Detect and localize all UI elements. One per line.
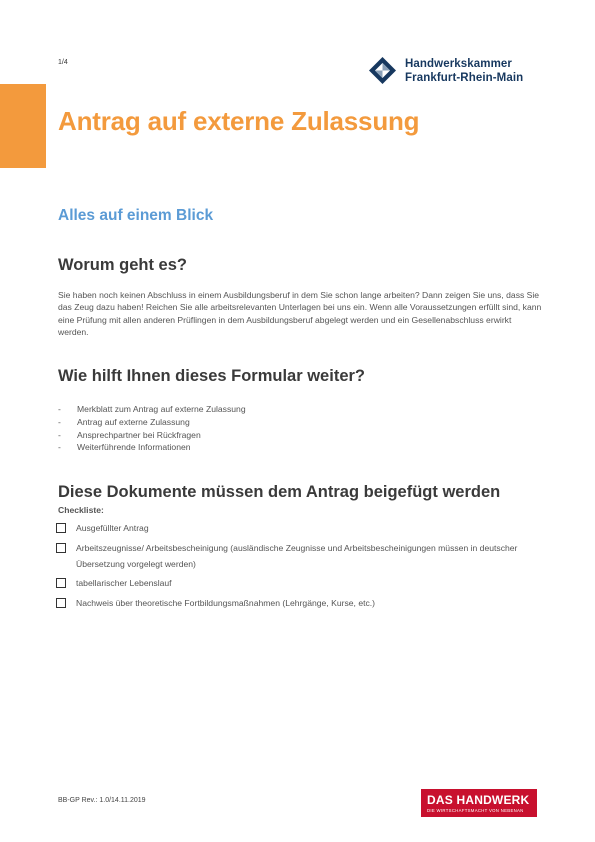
help-list-item-text: Ansprechpartner bei Rückfragen <box>77 429 201 440</box>
orange-accent-bar <box>0 84 46 168</box>
checkbox[interactable] <box>56 543 66 553</box>
checklist-item-text: Nachweis über theoretische Fortbildungsmaßnahmen (Lehrgänge, Kurse, etc.) <box>76 597 376 608</box>
hwk-logo-icon <box>369 57 396 84</box>
hwk-logo-text <box>405 57 523 85</box>
logo-line-2: Frankfurt-Rhein-Main <box>405 72 524 84</box>
checklist-item <box>56 575 546 591</box>
help-list-item <box>58 416 246 429</box>
help-list-item-text: Merkblatt zum Antrag auf externe Zulassung <box>77 404 246 414</box>
page-number: 1/4 <box>58 59 68 66</box>
help-list-item-text: Weiterführende Informationen <box>77 442 191 453</box>
checklist-item <box>56 540 546 572</box>
das-handwerk-logo-text: DAS HANDWERK <box>427 793 530 807</box>
checklist-label: Checkliste: <box>58 505 104 515</box>
checkbox[interactable] <box>56 598 66 608</box>
help-list-item <box>58 441 246 454</box>
bullet-dash: - <box>58 404 61 414</box>
section-what-paragraph: Sie haben noch keinen Abschluss in einem Ausbildungsberuf in dem Sie schon lange arbeiten? Dann zeigen Sie uns, dass Sie das Zeug dazu haben! Reichen Sie alle arbeitsrelevanten Unterlagen bei uns ein. Wenn alle Voraussetzungen erfüllt sind, kann eine Prüfung mit allen anderen Prüflingen in dem Ausbildungsberuf abgelegt werden und ein Gesellenabschluss erwirkt werden. <box>58 290 542 338</box>
hwk-logo <box>369 57 523 85</box>
checklist-item-text: tabellarischer Lebenslauf <box>76 578 172 588</box>
checklist-item <box>56 595 546 611</box>
checklist-item-text: Arbeitszeugnisse/ Arbeitsbescheinigung (ausländische Zeugnisse und Arbeitsbescheinigungen müssen in deutscher Übersetzung vorgelegt werden) <box>76 542 518 569</box>
overview-heading: Alles auf einem Blick <box>58 207 214 224</box>
bullet-dash: - <box>58 442 61 453</box>
checkbox[interactable] <box>56 523 66 533</box>
document-checklist <box>56 520 546 614</box>
section-docs-heading: Diese Dokumente müssen dem Antrag beigefügt werden <box>58 483 501 501</box>
help-list-item-text: Antrag auf externe Zulassung <box>77 416 190 427</box>
logo-line-1: Handwerkskammer <box>405 58 512 70</box>
help-list <box>58 403 246 454</box>
help-list-item <box>58 429 246 442</box>
checklist-item <box>56 520 546 536</box>
checkbox[interactable] <box>56 578 66 588</box>
das-handwerk-logo <box>421 789 537 817</box>
bullet-dash: - <box>58 429 61 440</box>
section-what-heading: Worum geht es? <box>58 256 187 274</box>
revision-note: BB-GP Rev.: 1.0/14.11.2019 <box>58 797 146 804</box>
das-handwerk-logo-tagline: DIE WIRTSCHAFTSMACHT VON NEBENAN <box>427 808 524 813</box>
help-list-item <box>58 403 246 416</box>
section-help-heading: Wie hilft Ihnen dieses Formular weiter? <box>58 367 365 385</box>
page-title: Antrag auf externe Zulassung <box>58 106 420 136</box>
checklist-item-text: Ausgefüllter Antrag <box>76 523 149 533</box>
bullet-dash: - <box>58 416 61 427</box>
